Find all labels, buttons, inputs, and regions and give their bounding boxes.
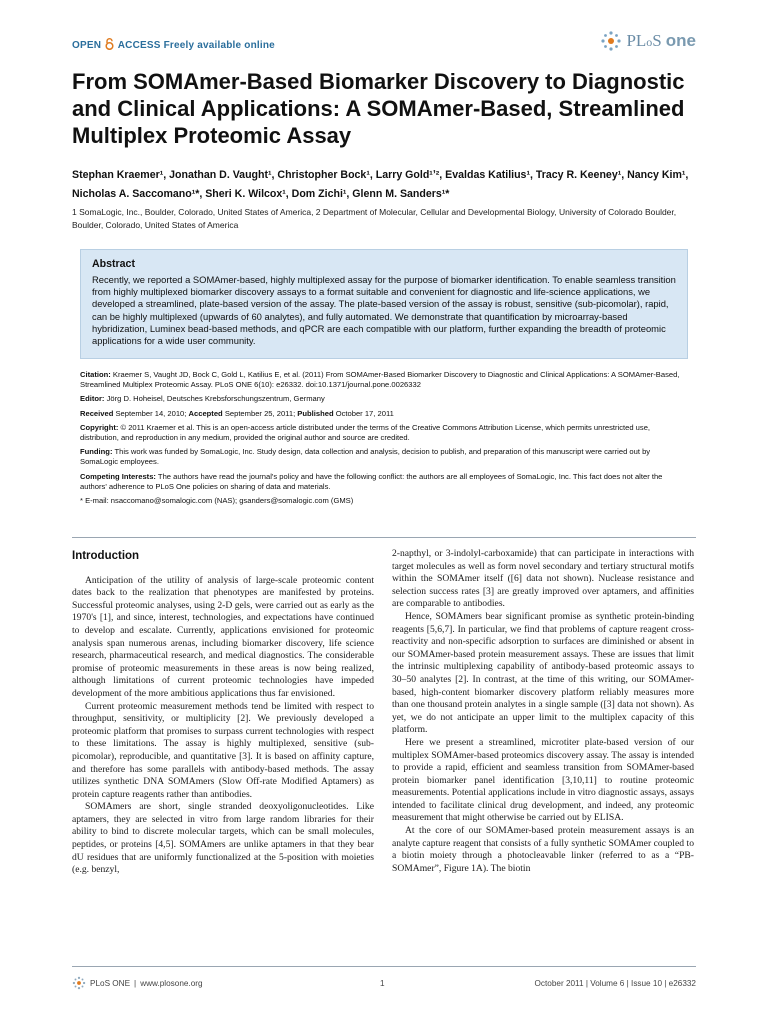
competing-interests-line: Competing Interests: The authors have read the journal's policy and have the following conflict: the authors are all employees of SomaLogic, Inc. This fact does not alter the authors' adherence to PLoS One policies on sharing of data and materials. (80, 471, 663, 491)
freely-available-label: Freely available online (163, 40, 275, 51)
page-footer (72, 974, 696, 994)
email-line: * E-mail: nsaccomano@somalogic.com (NAS); gsanders@somalogic.com (GMS) (80, 496, 354, 506)
introduction-heading: Introduction (72, 550, 140, 562)
editor-line: Editor: Jörg D. Hoheisel, Deutsches Krebsforschungszentrum, Germany (80, 394, 325, 404)
section-divider (72, 537, 696, 538)
footer-divider (72, 966, 696, 967)
body-paragraph: SOMAmers are short, single stranded deoxyoligonucleotides. Like aptamers, they are selected in vitro from large random libraries for their ability to bind to discrete molecular targets, which can be small molecules, peptides, or proteins [4,5]. SOMAmers are unlike aptamers in that they bear dU residues that are uniformly functionalized at the 5-position with moieties (e.g. benzyl, (72, 801, 374, 876)
body-paragraph: 2-napthyl, or 3-indolyl-carboxamide) that can participate in interactions with target molecules as well as form novel secondary and tertiary structural motifs within the SOMAmer itself ([6] data not shown). Nuclease resistance and selection success rates [3] are greatly improved over aptamers, and affinities are comparable to antibodies. (392, 548, 694, 610)
right-column (392, 548, 694, 875)
page-number: 1 (380, 979, 385, 988)
access-label: ACCESS (117, 40, 161, 51)
abstract-heading: Abstract (92, 258, 135, 270)
footer-journal-name: PLoS ONE (90, 978, 131, 988)
dates-line: Received September 14, 2010; Accepted September 25, 2011; Published October 17, 2011 (80, 408, 394, 418)
article-title: From SOMAmer-Based Biomarker Discovery to Diagnostic and Clinical Applications: A SOMAmer-Based, Streamlined Multiplex Proteomic Assay (72, 69, 685, 148)
body-paragraph: Current proteomic measurement methods tend be limited with respect to throughput, sensitivity, or multiplicity [2]. We previously developed a proteomic platform that promises to surpass current technologies with respect to these limitations. The assay is highly multiplexed, sensitive (sub-picomolar), reproducible, and quantitative [3]. It is based on affinity capture, and therefore has some parallels with antibody-based methods. The assay utilizes synthetic DNA SOMAmers (Slow Off-rate Modified Aptamers) as protein capture reagents rather than antibodies. (72, 700, 374, 800)
journal-header (72, 30, 696, 58)
author-list: Stephan Kraemer¹, Jonathan D. Vaught¹, Christopher Bock¹, Larry Gold¹ʼ², Evaldas Katilius¹, Tracy R. Keeney¹, Nancy Kim¹, Nicholas A. Saccomano¹*, Sheri K. Wilcox¹, Dom Zichi¹, Glenn M. Sanders¹* (72, 169, 689, 200)
body-paragraph: Hence, SOMAmers bear significant promise as synthetic protein-binding reagents [5,6,7]. In particular, we find that problems of capture reagent cross-reactivity and non-specific adsorption to surfaces are diminished or absent in our SOMAmer-based protein measurement assays. These are issues that limit the intrinsic multiplexing capability of antibody-based proteomic assays to 30–50 analytes [2]. In contrast, at the time of this writing, our SOMAmer-based, high-content biomarker discovery platform reliably measures more than one thousand protein analytes in a single sample ([3] data not shown). As yet, we do not anticipate an upper limit to the multiplex capacity of this platform. (392, 610, 694, 736)
open-access-banner (72, 38, 275, 53)
footer-site-link[interactable]: www.plosone.org (140, 978, 203, 988)
funding-line: Funding: This work was funded by SomaLogic, Inc. Study design, data collection and analysis, decision to publish, and preparation of this manuscript were carried out by SomaLogic employees. (80, 447, 651, 467)
open-label: OPEN (72, 40, 102, 51)
footer-issue-info: October 2011 | Volume 6 | Issue 10 | e26332 (534, 979, 696, 988)
plos-dots-icon (600, 30, 622, 52)
plos-one-logo (600, 30, 696, 52)
citation-line: Citation: Kraemer S, Vaught JD, Bock C, Gold L, Katilius E, et al. (2011) From SOMAmer-Based Biomarker Discovery to Diagnostic and Clinical Applications: A SOMAmer-Based, Streamlined Multiplex Proteomic Assay. PLoS ONE 6(10): e26332. doi:10.1371/journal.pone.0026332 (80, 370, 680, 390)
body-paragraph: Anticipation of the utility of analysis of large-scale proteomic content dates back to the realization that phenotypes are manifested by proteins. Successful proteomic analyses, using 2-D gels, were carried out as early as the 1970's [1], and since, interest, technologies, and expectations have continued to develop and escalate. Currently, applications envisioned for proteomic analysis span numerous arenas, including biomarker discovery, life science research, pharmaceutical research, and medical diagnostics. The considerable promise of proteomic measurements in these areas is now being realized, although limitations of current proteomic technologies have impeded development of the more ambitious applications thus far envisioned. (72, 574, 374, 699)
footer-separator: | (134, 978, 137, 988)
abstract-text: Recently, we reported a SOMAmer-based, highly multiplexed assay for the purpose of biomarker identification. To enable seamless transition from highly multiplexed biomarker discovery assays to a format suitable and convenient for diagnostic and life-science applications, we developed a streamlined, plate-based version of the assay. The plate-based version of the assay is robust, sensitive (sub-picomolar), rapid, can be highly multiplexed (upwards of 60 analytes), and fully automated. We demonstrate that quantification by microarray-based hybridization, Luminex bead-based methods, and qPCR are each compatible with our platform, further expanding the breadth of proteomic applications for a wide user community. (92, 274, 676, 347)
left-column (72, 550, 374, 877)
plos-wordmark: PLoS (626, 31, 662, 50)
footer-journal (72, 976, 203, 990)
body-paragraph: Here we present a streamlined, microtiter plate-based version of our multiplex SOMAmer-based proteomics discovery assay. The assay is intended to provide a rapid, efficient and seamless transition from SOMAmer-based protein biomarker panel identification [3,10,11] to routine proteomic measurements. Potential applications include in vitro diagnostic assays, assays intended to facilitate clinical drug development, and indeed, any proteomic measurement that might otherwise be carried out by ELISA. (392, 736, 694, 824)
copyright-line: Copyright: © 2011 Kraemer et al. This is an open-access article distributed under the terms of the Creative Commons Attribution License, which permits unrestricted use, distribution, and reproduction in any medium, provided the original author and source are credited. (80, 422, 651, 443)
article-metadata (80, 370, 688, 510)
affiliations: 1 SomaLogic, Inc., Boulder, Colorado, United States of America, 2 Department of Molecular, Cellular and Developmental Biology, University of Colorado Boulder, Boulder, Colorado, United States of America (72, 207, 677, 230)
open-access-lock-icon (105, 38, 114, 53)
plos-footer-icon (72, 976, 86, 990)
one-wordmark: one (665, 31, 696, 50)
body-paragraph: At the core of our SOMAmer-based protein measurement assays is an analyte capture reagent that consists of a fully synthetic SOMAmer coupled to a biotin moiety through a photocleavable linker (referred to as a “PB-SOMAmer”, Figure 1A). The biotin (392, 825, 694, 874)
abstract-box (80, 249, 688, 359)
